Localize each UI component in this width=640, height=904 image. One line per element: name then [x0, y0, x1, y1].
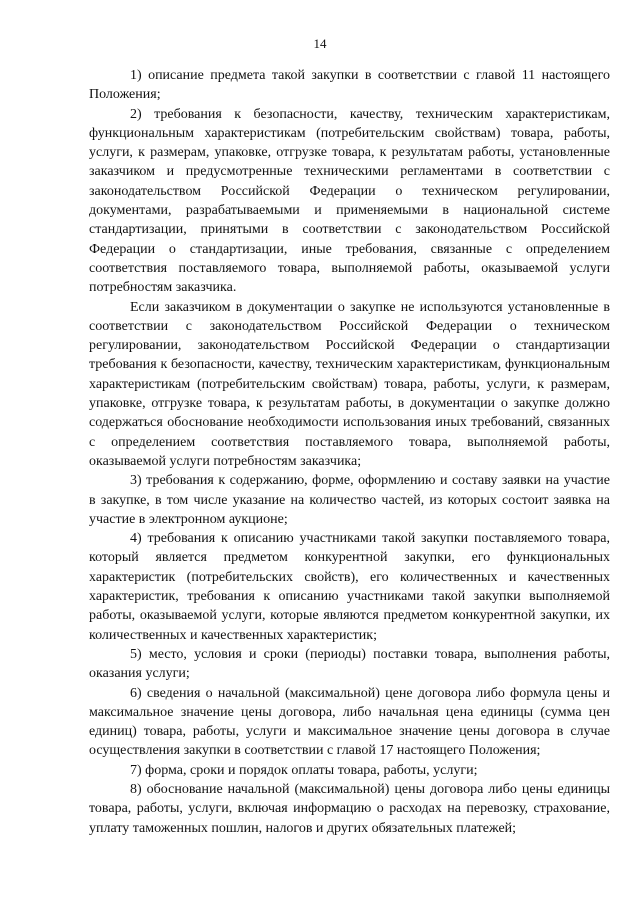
- paragraph-customer-note: Если заказчиком в документации о закупке не используются установленные в соответствии с законодательством Российской Федерации о техническом регулировании, законодательством Российской Федерации о стандартизации требования к безопасности, качеству, техническим характеристикам, функциональным характеристикам (потребительским свойствам) товара, работы, услуги, к размерам, упаковке, отгрузке товара, к результатам работы, в документации о закупке должно содержаться обоснование необходимости использования иных требований, связанных с определением соответствия поставляемого товара, выполняемой работы, оказываемой услуги потребностям заказчика;: [89, 299, 610, 469]
- paragraph-item-6: 6) сведения о начальной (максимальной) цене договора либо формула цены и максимальное значение цены договора, либо начальная цена единицы (сумма цен единиц) товара, работы, услуги и максимальное значение цены договора в случае осуществления закупки в соответствии с главой 17 настоящего Положения;: [89, 685, 610, 759]
- document-body: [89, 66, 610, 838]
- paragraph-item-4: 4) требования к описанию участниками такой закупки поставляемого товара, который является предметом конкурентной закупки, его функциональных характеристик (потребительских свойств), его количественных и качественных характеристик, требования к описанию участниками такой закупки выполняемой работы, оказываемой услуги, которые являются предметом конкурентной закупки, их количественных и качественных характеристик;: [89, 531, 610, 643]
- paragraph-item-2: 2) требования к безопасности, качеству, техническим характеристикам, функциональным характеристикам (потребительским свойствам) товара, работы, услуги, к размерам, упаковке, отгрузке товара, к результатам работы, установленные заказчиком и предусмотренные техническими регламентами в соответствии с законодательством Российской Федерации о техническом регулировании, документами, разрабатываемыми и применяемыми в национальной системе стандартизации, принятыми в соответствии с законодательством Российской Федерации о стандартизации, иные требования, связанные с определением соответствия поставляемого товара, выполняемой работы, оказываемой услуги потребностям заказчика.: [89, 106, 610, 296]
- paragraph-item-8: 8) обоснование начальной (максимальной) цены договора либо цены единицы товара, работы, услуги, включая информацию о расходах на перевозку, страхование, уплату таможенных пошлин, налогов и других обязательных платежей;: [89, 781, 610, 836]
- paragraph-item-7: 7) форма, сроки и порядок оплаты товара, работы, услуги;: [130, 762, 478, 778]
- paragraph-item-5: 5) место, условия и сроки (периоды) поставки товара, выполнения работы, оказания услуги;: [89, 646, 610, 682]
- paragraph-item-3: 3) требования к содержанию, форме, оформлению и составу заявки на участие в закупке, в том числе указание на количество частей, из которых состоит заявка на участие в электронном аукционе;: [89, 473, 610, 527]
- page-number: 14: [313, 36, 327, 51]
- paragraph-item-1: 1) описание предмета такой закупки в соответствии с главой 11 настоящего Положения;: [89, 68, 610, 103]
